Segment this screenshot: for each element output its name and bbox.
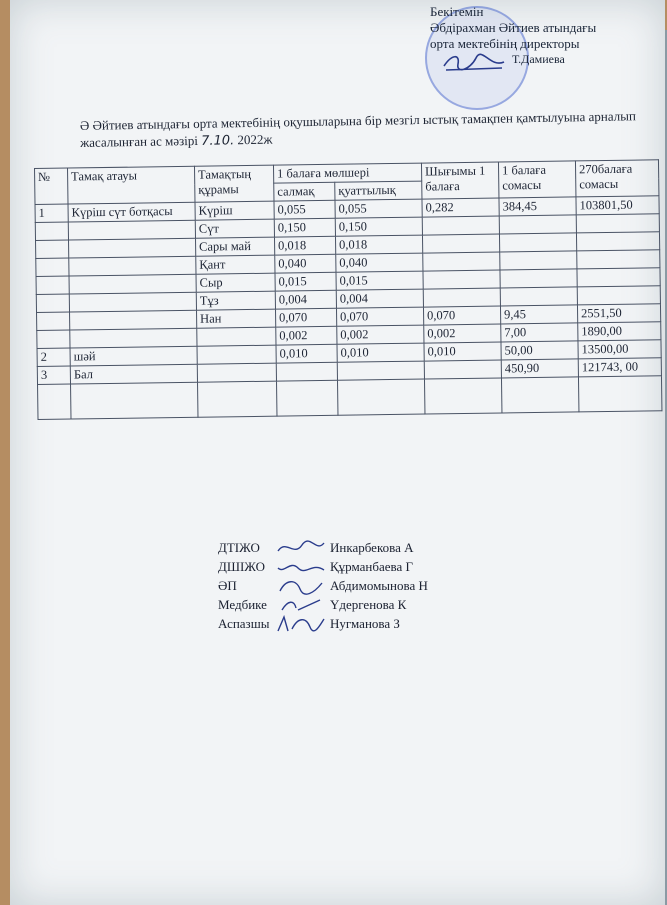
cell-no	[38, 384, 71, 419]
cell-sum-all: 103801,50	[576, 196, 659, 215]
cell-no	[36, 258, 69, 276]
cell-sum-all	[577, 250, 660, 269]
cell-gross	[276, 362, 337, 381]
cell-composition	[197, 345, 276, 364]
header-gross: салмақ	[274, 182, 335, 201]
cell-name	[69, 238, 196, 258]
approval-line: Бекітемін	[430, 4, 484, 19]
cell-no	[37, 312, 70, 330]
handwritten-date: 7.10.	[201, 133, 235, 149]
cell-name	[69, 256, 196, 276]
cell-sum-one: 7,00	[501, 323, 578, 342]
cell-composition	[197, 327, 276, 346]
handwritten-signature	[276, 596, 326, 614]
signature-row	[218, 614, 428, 633]
cell-consumption: 0,282	[422, 198, 499, 217]
cell-no	[36, 240, 69, 258]
cell-name: шәй	[70, 346, 197, 366]
cell-sum-all	[577, 286, 660, 305]
signature-name: Нугманова З	[330, 616, 400, 631]
cell-composition: Күріш	[195, 201, 274, 220]
cell-consumption: 0,010	[424, 342, 501, 361]
cell-net: 0,055	[335, 199, 422, 218]
header-consumption: Шығымы 1 балаға	[421, 162, 498, 199]
signatures-block	[218, 538, 428, 633]
cell-sum-all	[578, 376, 661, 412]
director-signature	[440, 50, 508, 74]
header-name: Тамақ атауы	[68, 166, 195, 204]
cell-net: 0,018	[335, 235, 422, 254]
title-year: 2022ж	[237, 131, 273, 148]
cell-sum-all: 1890,00	[578, 322, 661, 341]
cell-gross	[276, 380, 337, 416]
signature-role: ӘП	[218, 578, 237, 593]
cell-sum-one	[500, 251, 577, 270]
cell-sum-one	[499, 233, 576, 252]
cell-sum-all	[577, 268, 660, 287]
cell-no: 2	[37, 348, 70, 366]
header-no: №	[35, 168, 68, 204]
signature-role: Аспазшы	[218, 616, 270, 631]
cell-gross: 0,002	[276, 326, 337, 345]
cell-name: Күріш сүт ботқасы	[68, 202, 195, 222]
cell-composition: Қант	[196, 255, 275, 274]
cell-sum-all	[576, 214, 659, 233]
title-text: Ә Әйтиев атындағы орта мектебінің оқушыларына бір мезгіл ыстық тамақпен қамтылуына арналып жасалынған ас мәзірі	[79, 108, 636, 150]
cell-sum-all: 2551,50	[577, 304, 660, 323]
cell-sum-one: 50,00	[501, 341, 578, 360]
header-sum-all: 270балаға сомасы	[575, 160, 658, 197]
cell-name: Бал	[70, 364, 197, 384]
signature-name: Инкарбекова А	[330, 540, 414, 555]
cell-no	[36, 276, 69, 294]
cell-sum-one	[501, 377, 578, 413]
signature-name: Құрманбаева Г	[330, 559, 413, 574]
approval-block	[430, 4, 660, 52]
cell-sum-one	[500, 269, 577, 288]
cell-composition: Сыр	[196, 273, 275, 292]
cell-no	[36, 294, 69, 312]
cell-name	[69, 292, 196, 312]
cell-no: 1	[35, 204, 68, 222]
approval-line: орта мектебінің директоры	[430, 36, 580, 51]
approval-line: Әбдірахман Әйтиев атындағы	[430, 20, 597, 35]
cell-gross: 0,070	[275, 308, 336, 327]
cell-net	[337, 379, 424, 415]
cell-gross: 0,010	[276, 344, 337, 363]
signature-row	[218, 576, 428, 595]
cell-consumption: 0,002	[424, 324, 501, 343]
cell-net: 0,004	[336, 289, 423, 308]
cell-gross: 0,018	[274, 236, 335, 255]
cell-net	[337, 361, 424, 380]
cell-consumption	[423, 288, 500, 307]
cell-gross: 0,055	[274, 200, 335, 219]
cell-net: 0,070	[336, 307, 423, 326]
header-per-child: 1 балаға мөлшері	[273, 163, 421, 183]
cell-sum-one: 450,90	[501, 359, 578, 378]
cell-net: 0,015	[336, 271, 423, 290]
cell-no	[35, 222, 68, 240]
cell-composition: Сары май	[195, 237, 274, 256]
signature-row	[218, 595, 428, 614]
cell-gross: 0,015	[275, 272, 336, 291]
cell-name	[69, 274, 196, 294]
cell-net: 0,010	[337, 343, 424, 362]
handwritten-signature	[276, 577, 326, 595]
cell-gross: 0,004	[275, 290, 336, 309]
signature-name: Абдимомынова Н	[330, 578, 428, 593]
signature-role: Медбике	[218, 597, 267, 612]
cell-consumption	[424, 378, 501, 414]
signature-role: ДШІЖО	[218, 559, 266, 574]
cell-name	[71, 382, 198, 419]
cell-no	[37, 330, 70, 348]
cell-net: 0,040	[336, 253, 423, 272]
header-net: қуаттылық	[335, 181, 422, 200]
cell-composition: Сүт	[195, 219, 274, 238]
cell-composition: Нан	[197, 309, 276, 328]
handwritten-signature	[276, 615, 326, 633]
wooden-surface-left	[0, 0, 10, 905]
cell-gross: 0,040	[275, 254, 336, 273]
cell-composition: Тұз	[196, 291, 275, 310]
cell-consumption	[423, 252, 500, 271]
cell-sum-one	[500, 287, 577, 306]
cell-name	[70, 310, 197, 330]
cell-sum-one: 384,45	[499, 197, 576, 216]
cell-name	[70, 328, 197, 348]
cell-consumption	[423, 270, 500, 289]
cell-consumption	[422, 216, 499, 235]
cell-composition	[198, 381, 277, 417]
cell-no: 3	[37, 366, 70, 384]
cell-consumption: 0,070	[423, 306, 500, 325]
signature-name: Үдергенова К	[330, 597, 407, 612]
cell-consumption	[424, 360, 501, 379]
signature-row	[218, 557, 428, 576]
cell-sum-all: 121743, 00	[578, 358, 661, 377]
handwritten-signature	[276, 558, 326, 576]
menu-table	[34, 159, 662, 420]
cell-consumption	[422, 234, 499, 253]
header-composition: Тамақтың құрамы	[194, 165, 273, 202]
header-sum-one: 1 балаға сомасы	[498, 161, 575, 198]
director-name: Т.Дамиева	[512, 52, 565, 66]
cell-gross: 0,150	[274, 218, 335, 237]
cell-name	[68, 220, 195, 240]
cell-sum-one	[499, 215, 576, 234]
cell-sum-all: 13500,00	[578, 340, 661, 359]
cell-sum-one: 9,45	[500, 305, 577, 324]
cell-net: 0,150	[335, 217, 422, 236]
cell-composition	[197, 363, 276, 382]
handwritten-signature	[276, 539, 326, 557]
cell-sum-all	[576, 232, 659, 251]
signature-role: ДТІЖО	[218, 540, 260, 555]
cell-net: 0,002	[337, 325, 424, 344]
table-body	[35, 196, 662, 420]
signature-row	[218, 538, 428, 557]
